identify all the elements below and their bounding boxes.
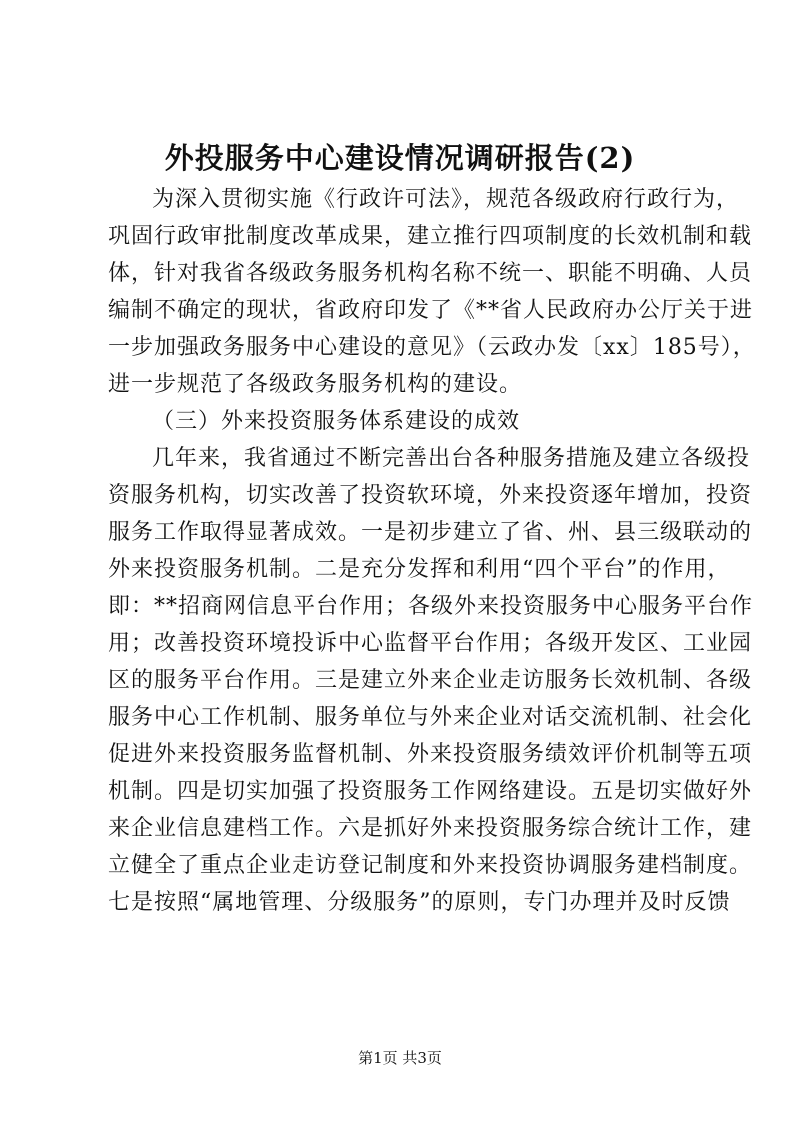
paragraph-line: 一步加强政务服务中心建设的意见》（云政办发〔xx〕185号）， — [108, 335, 756, 360]
paragraph-line: 服务工作取得显著成效。一是初步建立了省、州、县三级联动的 — [108, 520, 753, 545]
paragraph-line: 几年来，我省通过不断完善出台各种服务措施及建立各级投 — [152, 446, 751, 471]
paragraph-line: 区的服务平台作用。三是建立外来企业走访服务长效机制、各级 — [108, 668, 753, 693]
document-title: 外投服务中心建设情况调研报告(2) — [164, 141, 636, 175]
document-body — [108, 181, 756, 921]
paragraph-line: 机制。四是切实加强了投资服务工作网络建设。五是切实做好外 — [108, 779, 753, 804]
paragraph-line: 为深入贯彻实施《行政许可法》，规范各级政府行政行为， — [152, 187, 740, 212]
paragraph-line: 编制不确定的现状，省政府印发了《**省人民政府办公厅关于进 — [108, 298, 754, 323]
paragraph-line: 立健全了重点企业走访登记制度和外来投资协调服务建档制度。 — [108, 853, 753, 878]
paragraph-line: 服务中心工作机制、服务单位与外来企业对话交流机制、社会化 — [108, 705, 753, 730]
paragraph-line: 外来投资服务机制。二是充分发挥和利用“四个平台”的作用， — [108, 557, 731, 582]
paragraph-line: 进一步规范了各级政务服务机构的建设。 — [108, 372, 523, 397]
paragraph-line: 来企业信息建档工作。六是抓好外来投资服务综合统计工作，建 — [108, 816, 753, 841]
paragraph-line: 即：**招商网信息平台作用；各级外来投资服务中心服务平台作 — [108, 594, 754, 619]
section-heading: （三）外来投资服务体系建设的成效 — [152, 409, 521, 434]
paragraph-line: 体，针对我省各级政务服务机构名称不统一、职能不明确、人员 — [108, 261, 753, 286]
page-footer: 第1页 共3页 — [358, 1049, 442, 1067]
paragraph-line: 用；改善投资环境投诉中心监督平台作用；各级开发区、工业园 — [108, 631, 753, 656]
paragraph-line: 七是按照“属地管理、分级服务”的原则，专门办理并及时反馈 — [108, 890, 731, 915]
paragraph-line: 促进外来投资服务监督机制、外来投资服务绩效评价机制等五项 — [108, 742, 753, 767]
paragraph-line: 巩固行政审批制度改革成果，建立推行四项制度的长效机制和载 — [108, 224, 753, 249]
paragraph-line: 资服务机构，切实改善了投资软环境，外来投资逐年增加，投资 — [108, 483, 753, 508]
